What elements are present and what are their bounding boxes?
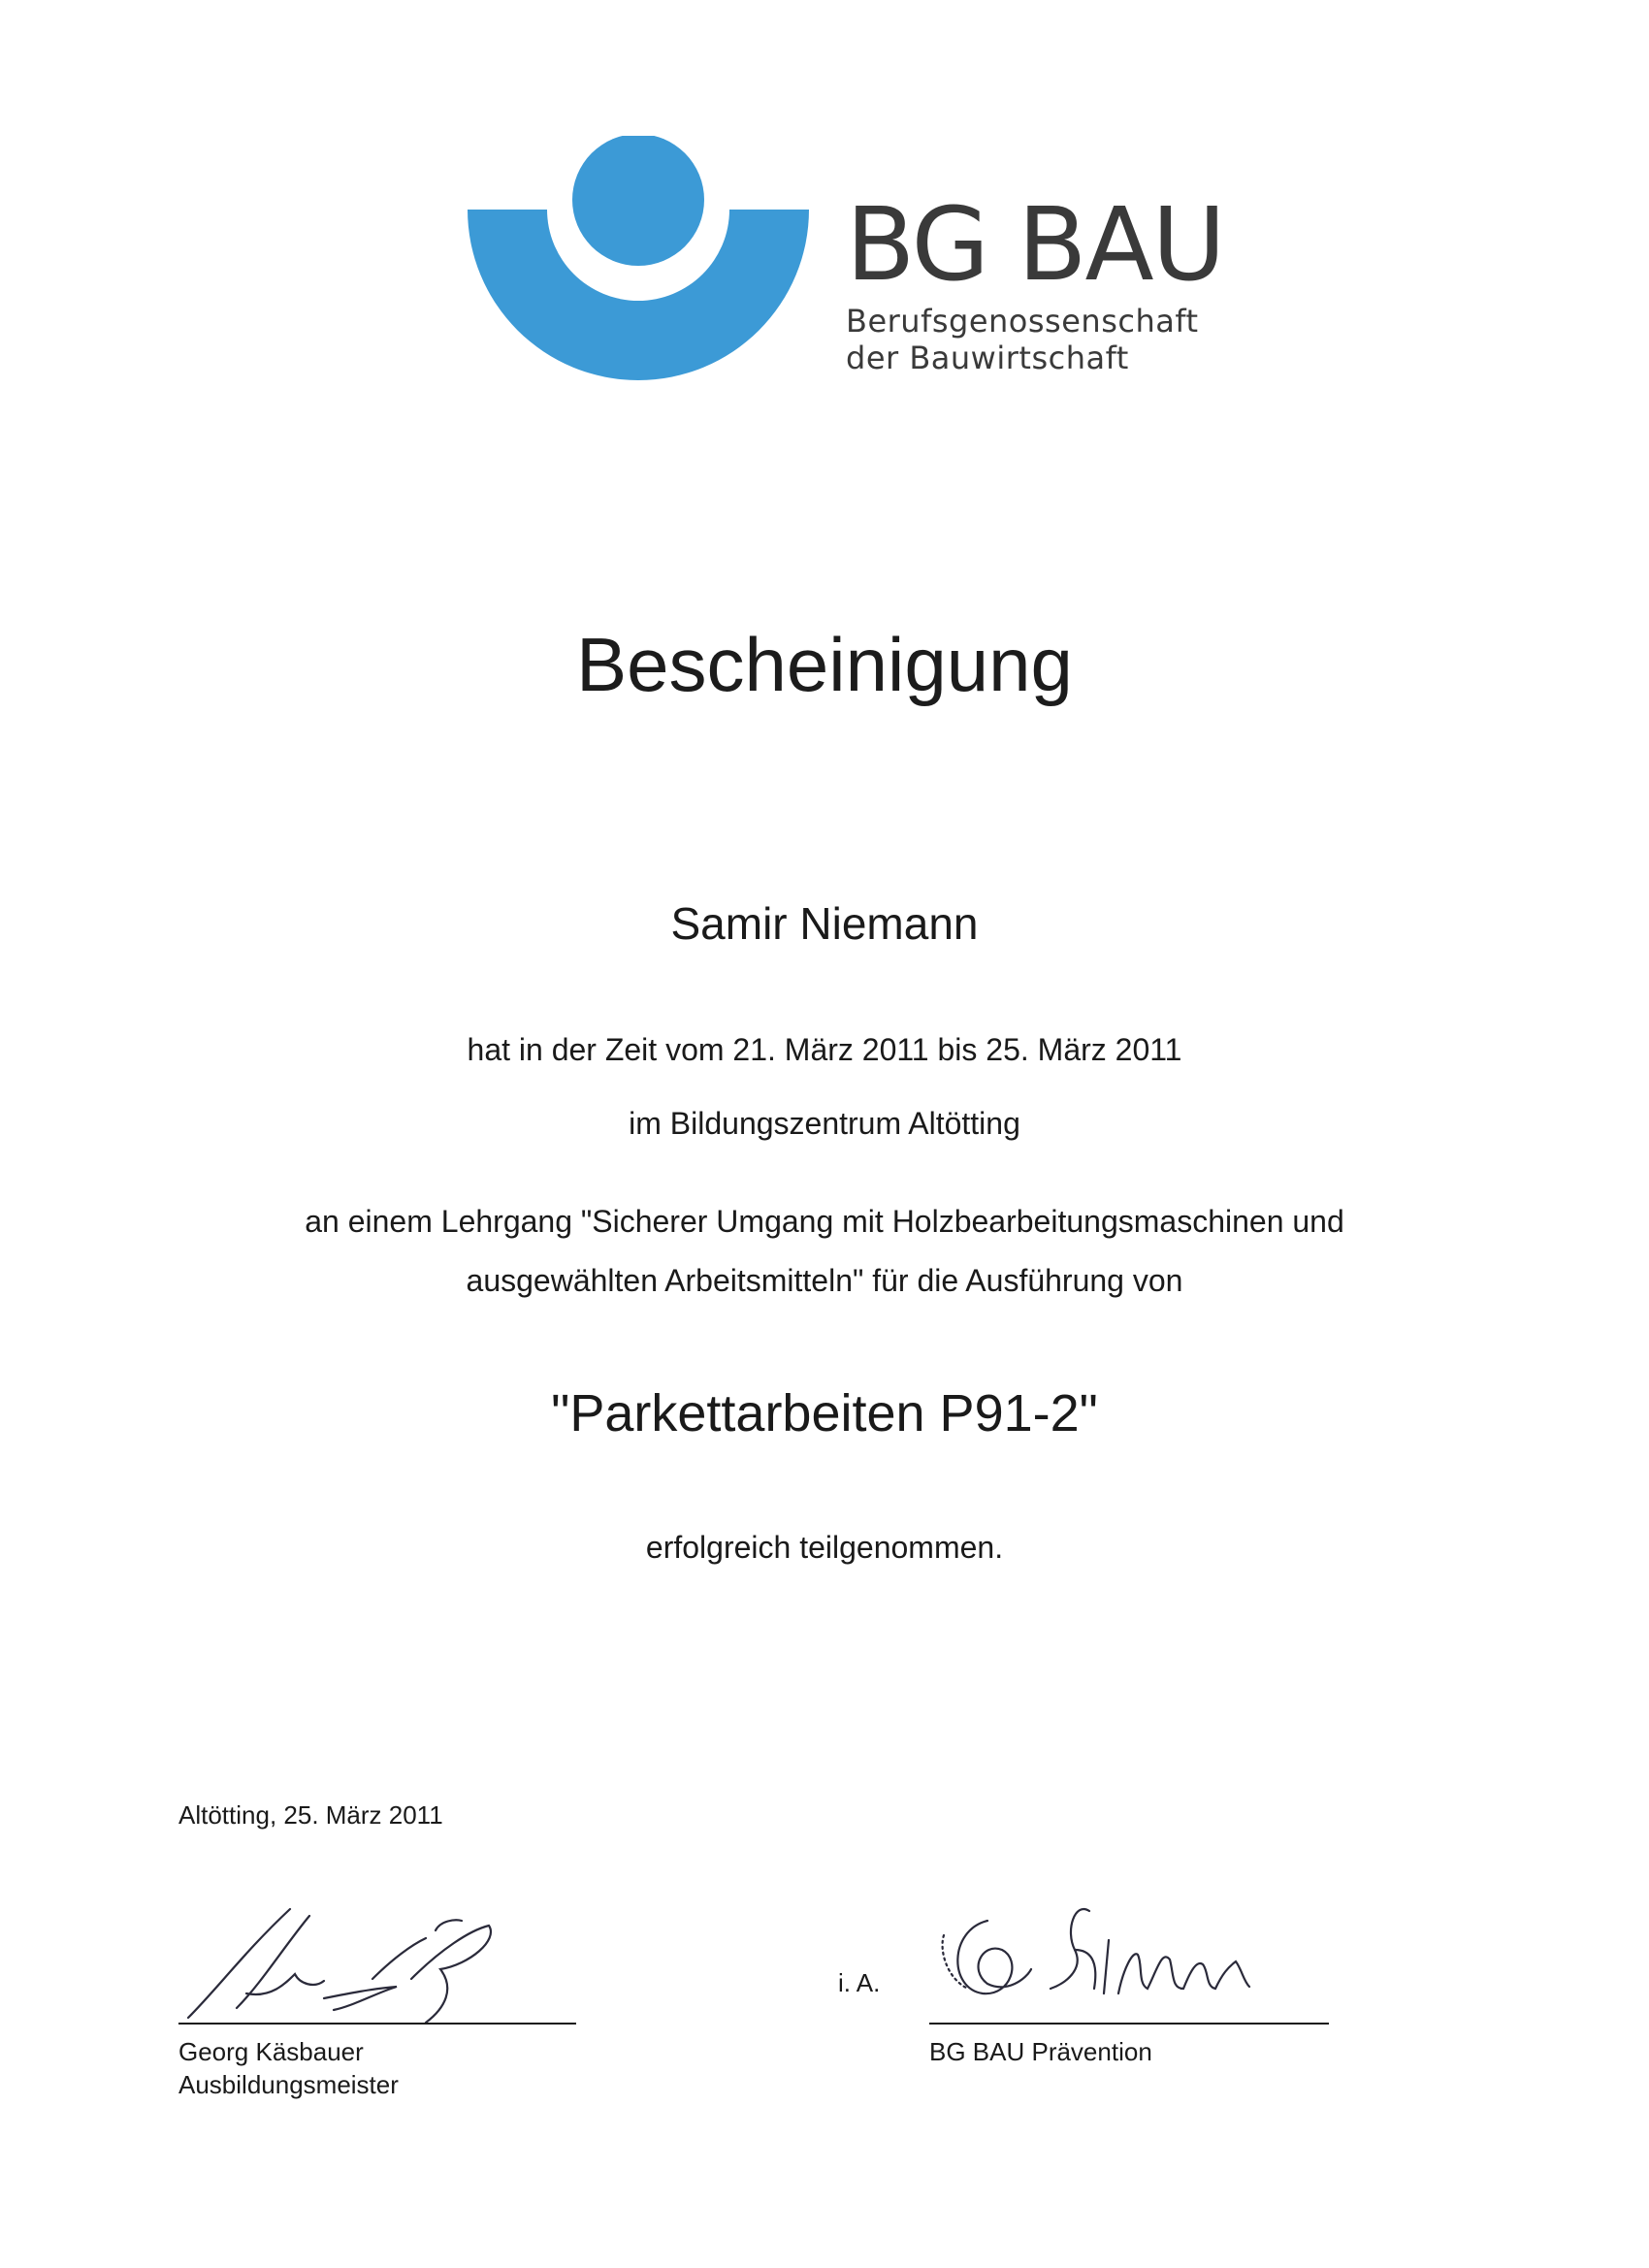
left-signer-role: Ausbildungsmeister <box>178 2070 399 2099</box>
handwritten-signature-right <box>929 1892 1329 2027</box>
logo-wordmark <box>846 185 1253 376</box>
place-and-date: Altötting, 25. März 2011 <box>178 1800 443 1830</box>
right-signer-org: BG BAU Prävention <box>929 2037 1152 2066</box>
bg-bau-logo-icon <box>468 136 809 392</box>
left-signature-line <box>178 2023 576 2025</box>
logo-subtitle-line1: Berufsgenossenschaft <box>846 303 1199 340</box>
course-description-line2: ausgewählten Arbeitsmitteln" für die Ausführung von <box>466 1263 1183 1298</box>
logo-title: BG BAU <box>846 185 1224 304</box>
course-title: "Parkettarbeiten P91-2" <box>551 1384 1098 1442</box>
right-signature-line <box>929 2023 1329 2025</box>
logo-subtitle-line2: der Bauwirtschaft <box>846 340 1129 376</box>
left-signer-caption <box>178 2035 399 2101</box>
certificate-heading: Bescheinigung <box>576 622 1073 707</box>
location-line: im Bildungszentrum Altötting <box>629 1106 1020 1141</box>
handwritten-signature-left <box>178 1892 576 2027</box>
ia-label: i. A. <box>838 1968 881 1997</box>
completion-line: erfolgreich teilgenommen. <box>645 1530 1004 1565</box>
recipient-name: Samir Niemann <box>670 898 979 949</box>
period-line: hat in der Zeit vom 21. März 2011 bis 25. März 2011 <box>467 1032 1182 1067</box>
course-description-line1: an einem Lehrgang "Sicherer Umgang mit Holzbearbeitungsmaschinen und <box>305 1204 1344 1239</box>
left-signer-name: Georg Käsbauer <box>178 2037 364 2066</box>
